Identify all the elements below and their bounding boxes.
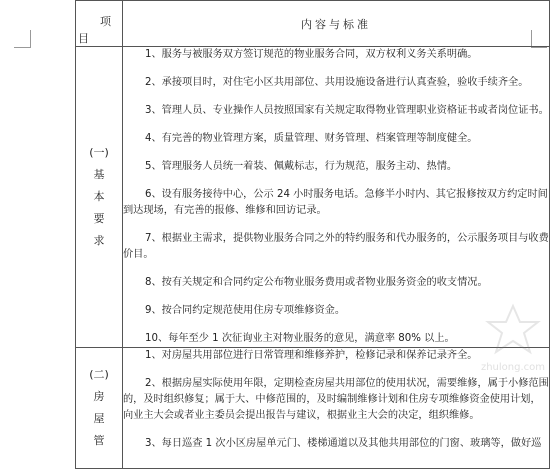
list-item: 2、根据房屋实际使用年限，定期检查房屋共用部位的使用状况，需要维修，属于小修范围的，及时组织修复；属于大、中修范围的，及时编制维修计划和住房专项维修资金使用计划，向业主大会或者业主委员会提出报告与建议，根据业主大会的决定，组织维修。 bbox=[123, 378, 549, 421]
list-item: 1、对房屋共用部位进行日常管理和维修养护，检修记录和保养记录齐全。 bbox=[145, 350, 478, 361]
section-label-line: (一) bbox=[89, 146, 109, 159]
list-item: 2、承接项目时，对住宅小区共用部位、共用设施设备进行认真查验，验收手续齐全。 bbox=[145, 77, 529, 88]
watermark-text: zhulong.com bbox=[480, 362, 546, 373]
list-item: 3、每日巡查 1 次小区房屋单元门、楼梯通道以及其他共用部位的门窗、玻璃等，做好巡 bbox=[145, 438, 542, 449]
list-item: 7、根据业主需求，提供物业服务合同之外的特约服务和代办服务的，公示服务项目与收费价目。 bbox=[123, 233, 549, 260]
section-label-line: 房 bbox=[93, 390, 105, 403]
section-label-cell bbox=[76, 348, 123, 469]
list-item: 6、设有服务接待中心，公示 24 小时服务电话。急修半小时内、其它报修按双方约定时间到达现场，有完善的报修、维修和回访记录。 bbox=[123, 189, 548, 216]
watermark-logo bbox=[478, 300, 548, 380]
list-item: 9、按合同约定规范使用住房专项维修资金。 bbox=[145, 305, 346, 316]
crop-mark bbox=[14, 47, 30, 48]
table-header-row bbox=[76, 1, 550, 47]
standards-table bbox=[75, 0, 550, 469]
crop-mark bbox=[30, 30, 31, 48]
watermark-icon bbox=[478, 300, 548, 360]
section-label-line: (二) bbox=[89, 368, 109, 381]
section-label-line: 基 bbox=[93, 168, 105, 181]
header-item-cell bbox=[76, 1, 123, 47]
section-label-line: 管 bbox=[93, 434, 105, 447]
section-label-line: 要 bbox=[93, 212, 105, 225]
header-item-char: 目 bbox=[78, 32, 89, 45]
section-label-cell bbox=[76, 47, 123, 348]
section-label-line: 屋 bbox=[93, 412, 105, 425]
section-label-line: 求 bbox=[93, 234, 105, 247]
list-item: 1、服务与被服务双方签订规范的物业服务合同，双方权利义务关系明确。 bbox=[145, 49, 478, 60]
section-label-line: 本 bbox=[93, 190, 105, 203]
list-item: 8、按有关规定和合同约定公布物业服务费用或者物业服务资金的收支情况。 bbox=[145, 277, 488, 288]
header-content-cell: 内容与标准 bbox=[123, 1, 550, 47]
list-item: 10、每年至少 1 次征询业主对物业服务的意见，满意率 80% 以上。 bbox=[145, 333, 455, 344]
header-item-char: 项 bbox=[100, 15, 111, 28]
list-item: 5、管理服务人员统一着装、佩戴标志，行为规范，服务主动、热情。 bbox=[145, 161, 458, 172]
list-item: 3、管理人员、专业操作人员按照国家有关规定取得物业管理职业资格证书或者岗位证书。 bbox=[145, 105, 549, 116]
list-item: 4、有完善的物业管理方案，质量管理、财务管理、档案管理等制度健全。 bbox=[145, 133, 478, 144]
